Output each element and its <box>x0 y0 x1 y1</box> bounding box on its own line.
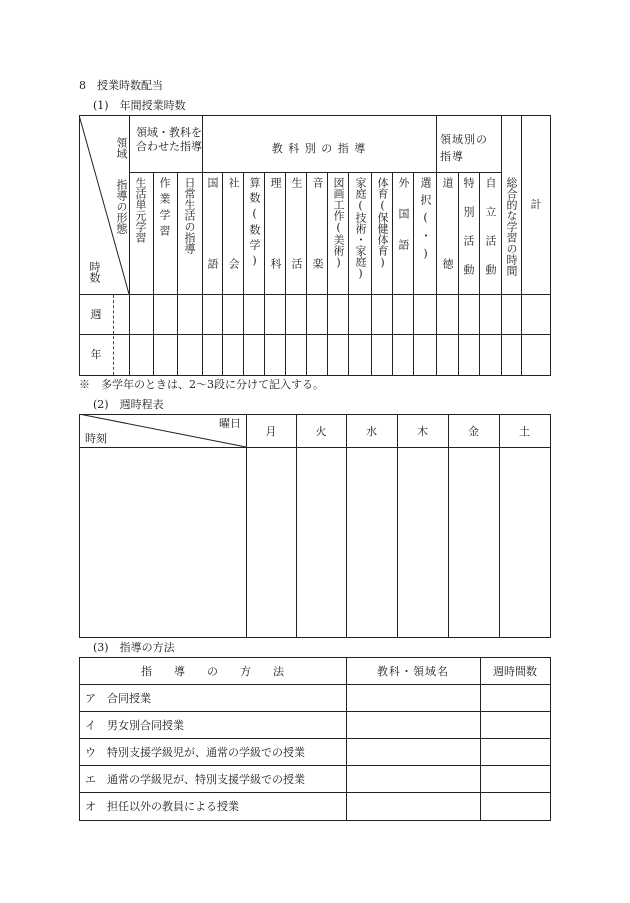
col-total: 計 <box>530 198 542 211</box>
row-label-week: 週 <box>90 308 102 321</box>
col-sagyo-gakushu: 作業学習 <box>158 177 171 241</box>
method-row-o: オ 担任以外の教員による授業 <box>85 800 239 813</box>
day-tue: 火 <box>315 424 327 438</box>
group-header-subject: 教 科 別 の 指 導 <box>271 142 367 155</box>
col-shakai: 社会 <box>227 177 240 339</box>
method-row-u: ウ 特別支援学級児が、通常の学級での授業 <box>85 745 305 759</box>
col-dotoku: 道徳 <box>441 177 454 339</box>
teaching-method-heading: (3) 指導の方法 <box>93 641 175 654</box>
header-weekly-hours: 週時間数 <box>493 664 537 678</box>
row-label-year: 年 <box>90 348 102 361</box>
day-mon: 月 <box>265 424 277 438</box>
corner-day-label: 曜日 <box>219 417 241 430</box>
col-nichijo-seikatsu: 日常生活の指導 <box>183 177 196 254</box>
day-fri: 金 <box>468 424 479 438</box>
weekly-schedule-table <box>79 414 551 638</box>
col-taiiku: 体育(保健体育) <box>376 177 389 269</box>
col-zuga-kosaku: 図画工作(美術) <box>332 177 345 269</box>
annual-hours-heading: (1) 年間授業時数 <box>93 99 186 112</box>
col-ongaku: 音楽 <box>311 177 324 339</box>
col-rika: 理科 <box>269 177 282 339</box>
day-thu: 木 <box>417 424 428 438</box>
col-sentaku: 選択(・) <box>419 177 432 266</box>
method-row-i: イ 男女別合同授業 <box>85 718 184 732</box>
teaching-method-table <box>79 657 551 822</box>
multi-grade-note: ※ 多学年のときは、2〜3段に分けて記入する。 <box>79 378 324 391</box>
col-tokubetsu-katsudo: 特別活動 <box>462 177 475 293</box>
header-method: 指 導 の 方 法 <box>141 664 284 678</box>
col-sogoteki-gakushu: 総合的な学習の時間 <box>505 177 518 276</box>
col-jiritsu-katsudo: 自立活動 <box>484 177 497 293</box>
method-row-a: ア 合同授業 <box>85 691 151 705</box>
col-kokugo: 国語 <box>206 177 219 339</box>
corner-time-label: 時刻 <box>85 432 107 445</box>
header-subject-domain: 教科・領域名 <box>377 664 449 678</box>
col-seikatsu-tangen: 生活単元学習 <box>134 177 147 243</box>
corner-jisu-label: 時数 <box>88 261 101 283</box>
col-seikatsu: 生活 <box>290 177 303 339</box>
col-katei: 家庭(技術・家庭) <box>354 177 367 280</box>
day-sat: 土 <box>519 424 530 438</box>
col-sansu: 算数(数学) <box>248 177 261 271</box>
day-wed: 水 <box>366 424 377 438</box>
col-gaikokugo: 外国語 <box>397 177 410 270</box>
weekly-schedule-heading: (2) 週時程表 <box>93 398 164 411</box>
group-header-combined: 領域・教科を合わせた指導 <box>136 126 202 153</box>
corner-ryoiki-label: 領域 <box>115 137 128 159</box>
annual-hours-table <box>79 115 551 376</box>
method-row-e: エ 通常の学級児が、特別支援学級での授業 <box>85 772 305 786</box>
section-8-heading: 8 授業時数配当 <box>79 79 163 92</box>
group-header-domain: 領域別の指導 <box>440 133 488 163</box>
corner-keitai-label: 指導の形態 <box>115 179 128 234</box>
